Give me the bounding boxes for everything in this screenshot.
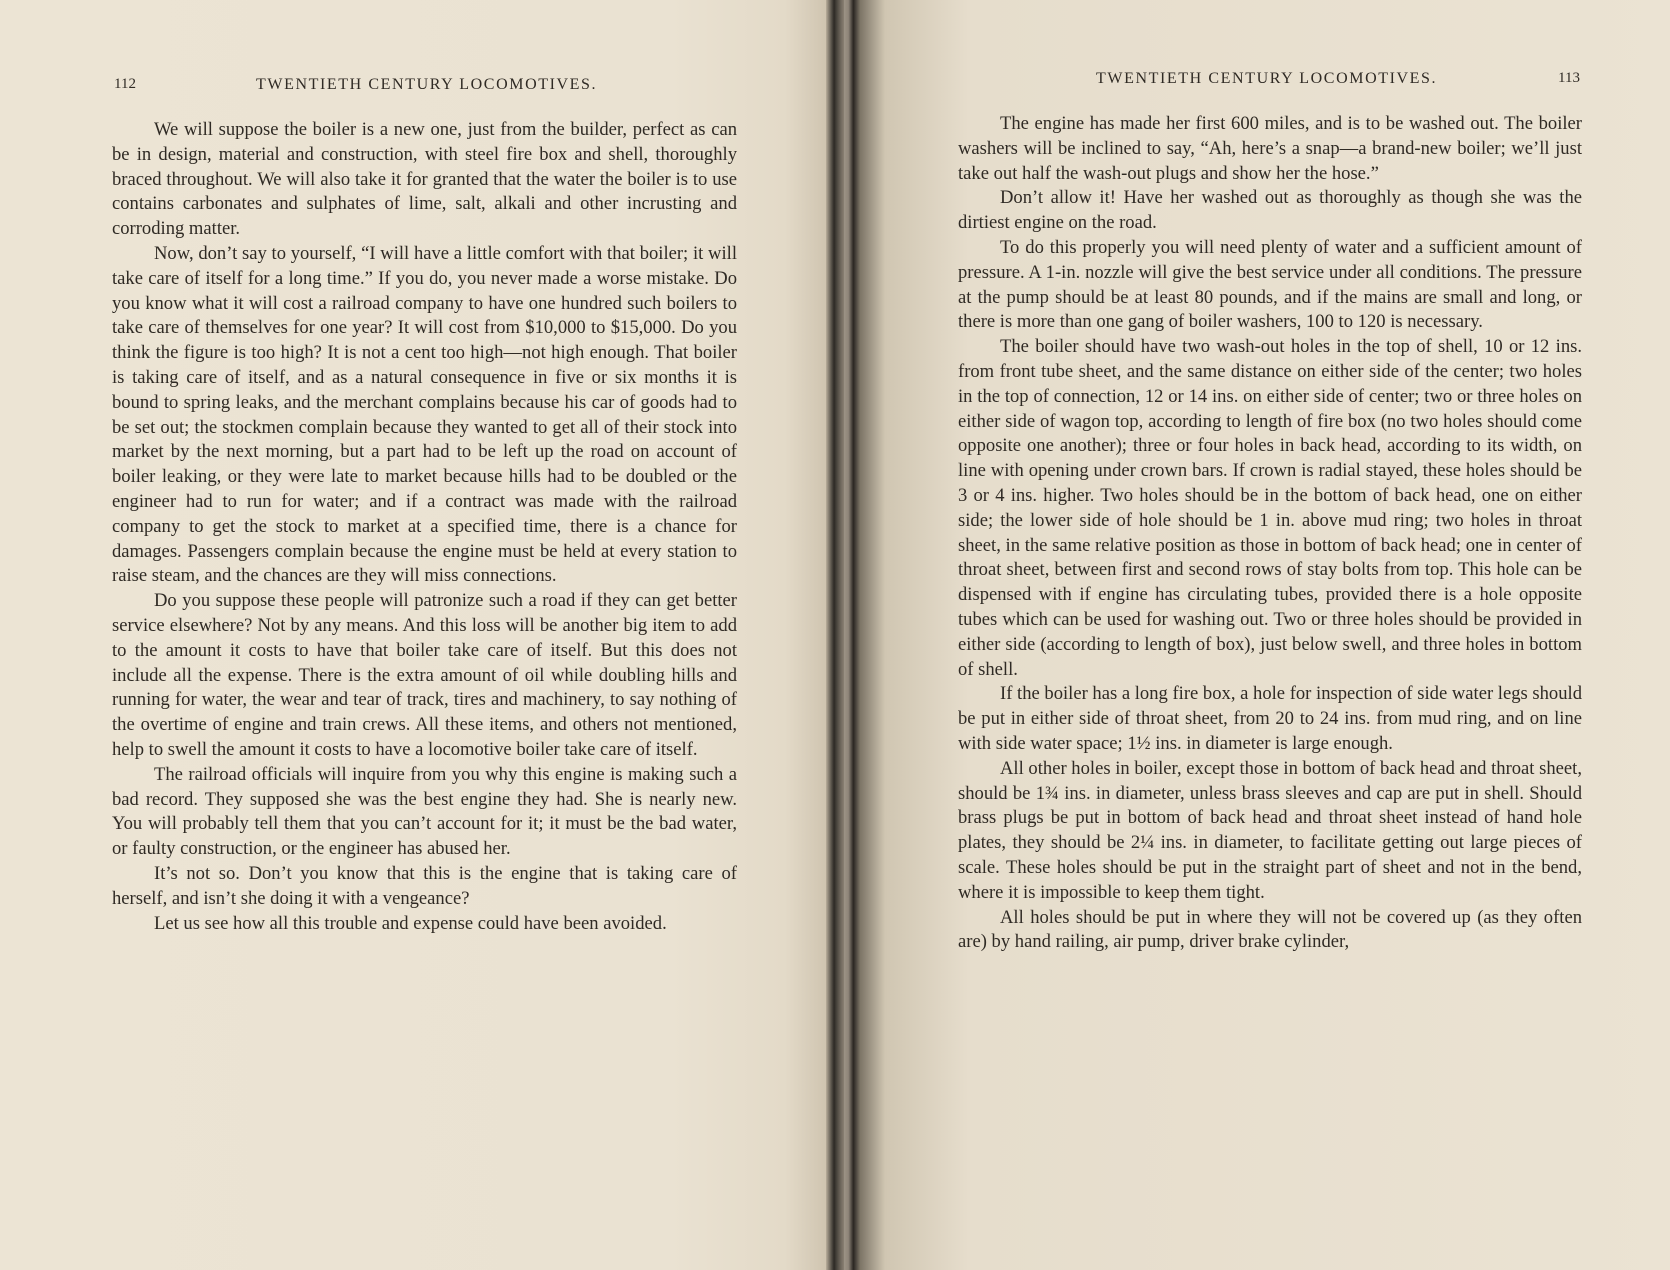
paragraph: If the boiler has a long fire box, a hole for inspection of side water legs should be put in either side of throat sheet, from 20 to 24 ins. from mud ring, and on line with side water space; 1½ ins. in diameter is large enough. [958, 683, 1582, 754]
paragraph: The boiler should have two wash-out holes in the top of shell, 10 or 12 ins. from front tube sheet, and the same distance on either side of the center; two holes in the top of connection, 12 or 14 ins. on either side of center; two or three holes on either side of wagon top, according to length of fire box (no two holes should come opposite one another); three or four holes in back head, according to its width, on line with opening under crown bars. If crown is radial stayed, these holes should be 3 or 4 ins. higher. Two holes should be in the bottom of back head, one on either side; the lower side of hole should be 1 in. above mud ring; two holes in throat sheet, in the same relative position as those in bottom of back head; one in center of throat sheet, between first and second rows of stay bolts from top. This hole can be dispensed with if engine has circulating tubes, provided there is a hole opposite tubes which can be used for washing out. Two or three holes should be provided in either side (according to length of box), just below swell, and three holes in bottom of shell. [958, 336, 1582, 680]
running-head-right: TWENTIETH CENTURY LOCOMOTIVES. [1096, 70, 1438, 87]
paragraph: The engine has made her first 600 miles, and is to be washed out. The boiler washers will be inclined to say, “Ah, here’s a snap—a brand-new boiler; we’ll just take out half the wash-out plugs and show her the hose.” [958, 113, 1582, 184]
paragraph: It’s not so. Don’t you know that this is the engine that is taking care of herself, and isn’t she doing it with a vengeance? [112, 862, 737, 909]
running-head-left: TWENTIETH CENTURY LOCOMOTIVES. [256, 76, 598, 93]
paragraph: To do this properly you will need plenty of water and a sufficient amount of pressure. A 1-in. nozzle will give the best service under all conditions. The pressure at the pump should be at least 80 pounds, and if the mains are small and long, or there is more than one gang of boiler washers, 100 to 120 is necessary. [958, 236, 1582, 333]
paragraph: Let us see how all this trouble and expense could have been avoided. [154, 912, 667, 934]
body-text-left [112, 118, 737, 936]
paragraph: We will suppose the boiler is a new one, just from the builder, perfect as can be in design, material and construction, with steel fire box and shell, thoroughly braced throughout. We will also take it for granted that the water the boiler is to use contains carbonates and sulphates of lime, salt, alkali and other incrusting and corroding matter. [112, 119, 737, 240]
paragraph: Now, don’t say to yourself, “I will have a little comfort with that boiler; it will take care of itself for a long time.” If you do, you never made a worse mistake. Do you know what it will cost a railroad company to have one hundred such boilers to take care of themselves for one year? It will cost from $10,000 to $15,000. Do you think the figure is too high? It is not a cent too high—not high enough. That boiler is taking care of itself, and as a natural consequence in five or six months it is bound to spring leaks, and the merchant complains because his car of goods had to be set out; the stockmen complain because they wanted to get all of their stock into market by the next morning, but a part had to be left up the road on account of boiler leaking, or they were late to market because hills had to be doubled or the engineer had to run for water; and if a contract was made with the railroad company to get the stock to market at a specified time, there is a chance for damages. Passengers complain because the engine must be held at every station to raise steam, and the chances are they will miss connections. [112, 242, 737, 587]
paragraph: Don’t allow it! Have her washed out as thoroughly as though she was the dirtiest engine on the road. [958, 187, 1582, 234]
right-page [840, 0, 1670, 1270]
paragraph: The railroad officials will inquire from you why this engine is making such a bad record. They supposed she was the best engine they had. She is nearly new. You will probably tell them that you can’t account for it; it must be the bad water, or faulty construction, or the engineer has abused her. [112, 763, 737, 860]
page-number-left: 112 [114, 76, 136, 92]
paragraph: Do you suppose these people will patronize such a road if they can get better service elsewhere? Not by any means. And this loss will be another big item to add to the amount it costs to have that boiler take care of itself. But this does not include all the expense. There is the extra amount of oil while doubling hills and running for water, the wear and tear of track, tires and machinery, to say nothing of the overtime of engine and train crews. All these items, and others not mentioned, help to swell the amount it costs to have a locomotive boiler take care of itself. [112, 590, 737, 760]
paragraph: All other holes in boiler, except those in bottom of back head and throat sheet, should be 1¾ ins. in diameter, unless brass sleeves and cap are put in shell. Should brass plugs be put in bottom of back head and throat sheet instead of hand hole plates, they should be 2¼ ins. in diameter, to facilitate getting out large pieces of scale. These holes should be put in the straight part of sheet and not in the bend, where it is impossible to keep them tight. [958, 757, 1582, 903]
body-text-right [958, 112, 1582, 955]
page-number-right: 113 [1558, 70, 1580, 86]
left-page [0, 0, 820, 1270]
paragraph: All holes should be put in where they will not be covered up (as they often are) by hand railing, air pump, driver brake cylinder, [958, 906, 1582, 953]
